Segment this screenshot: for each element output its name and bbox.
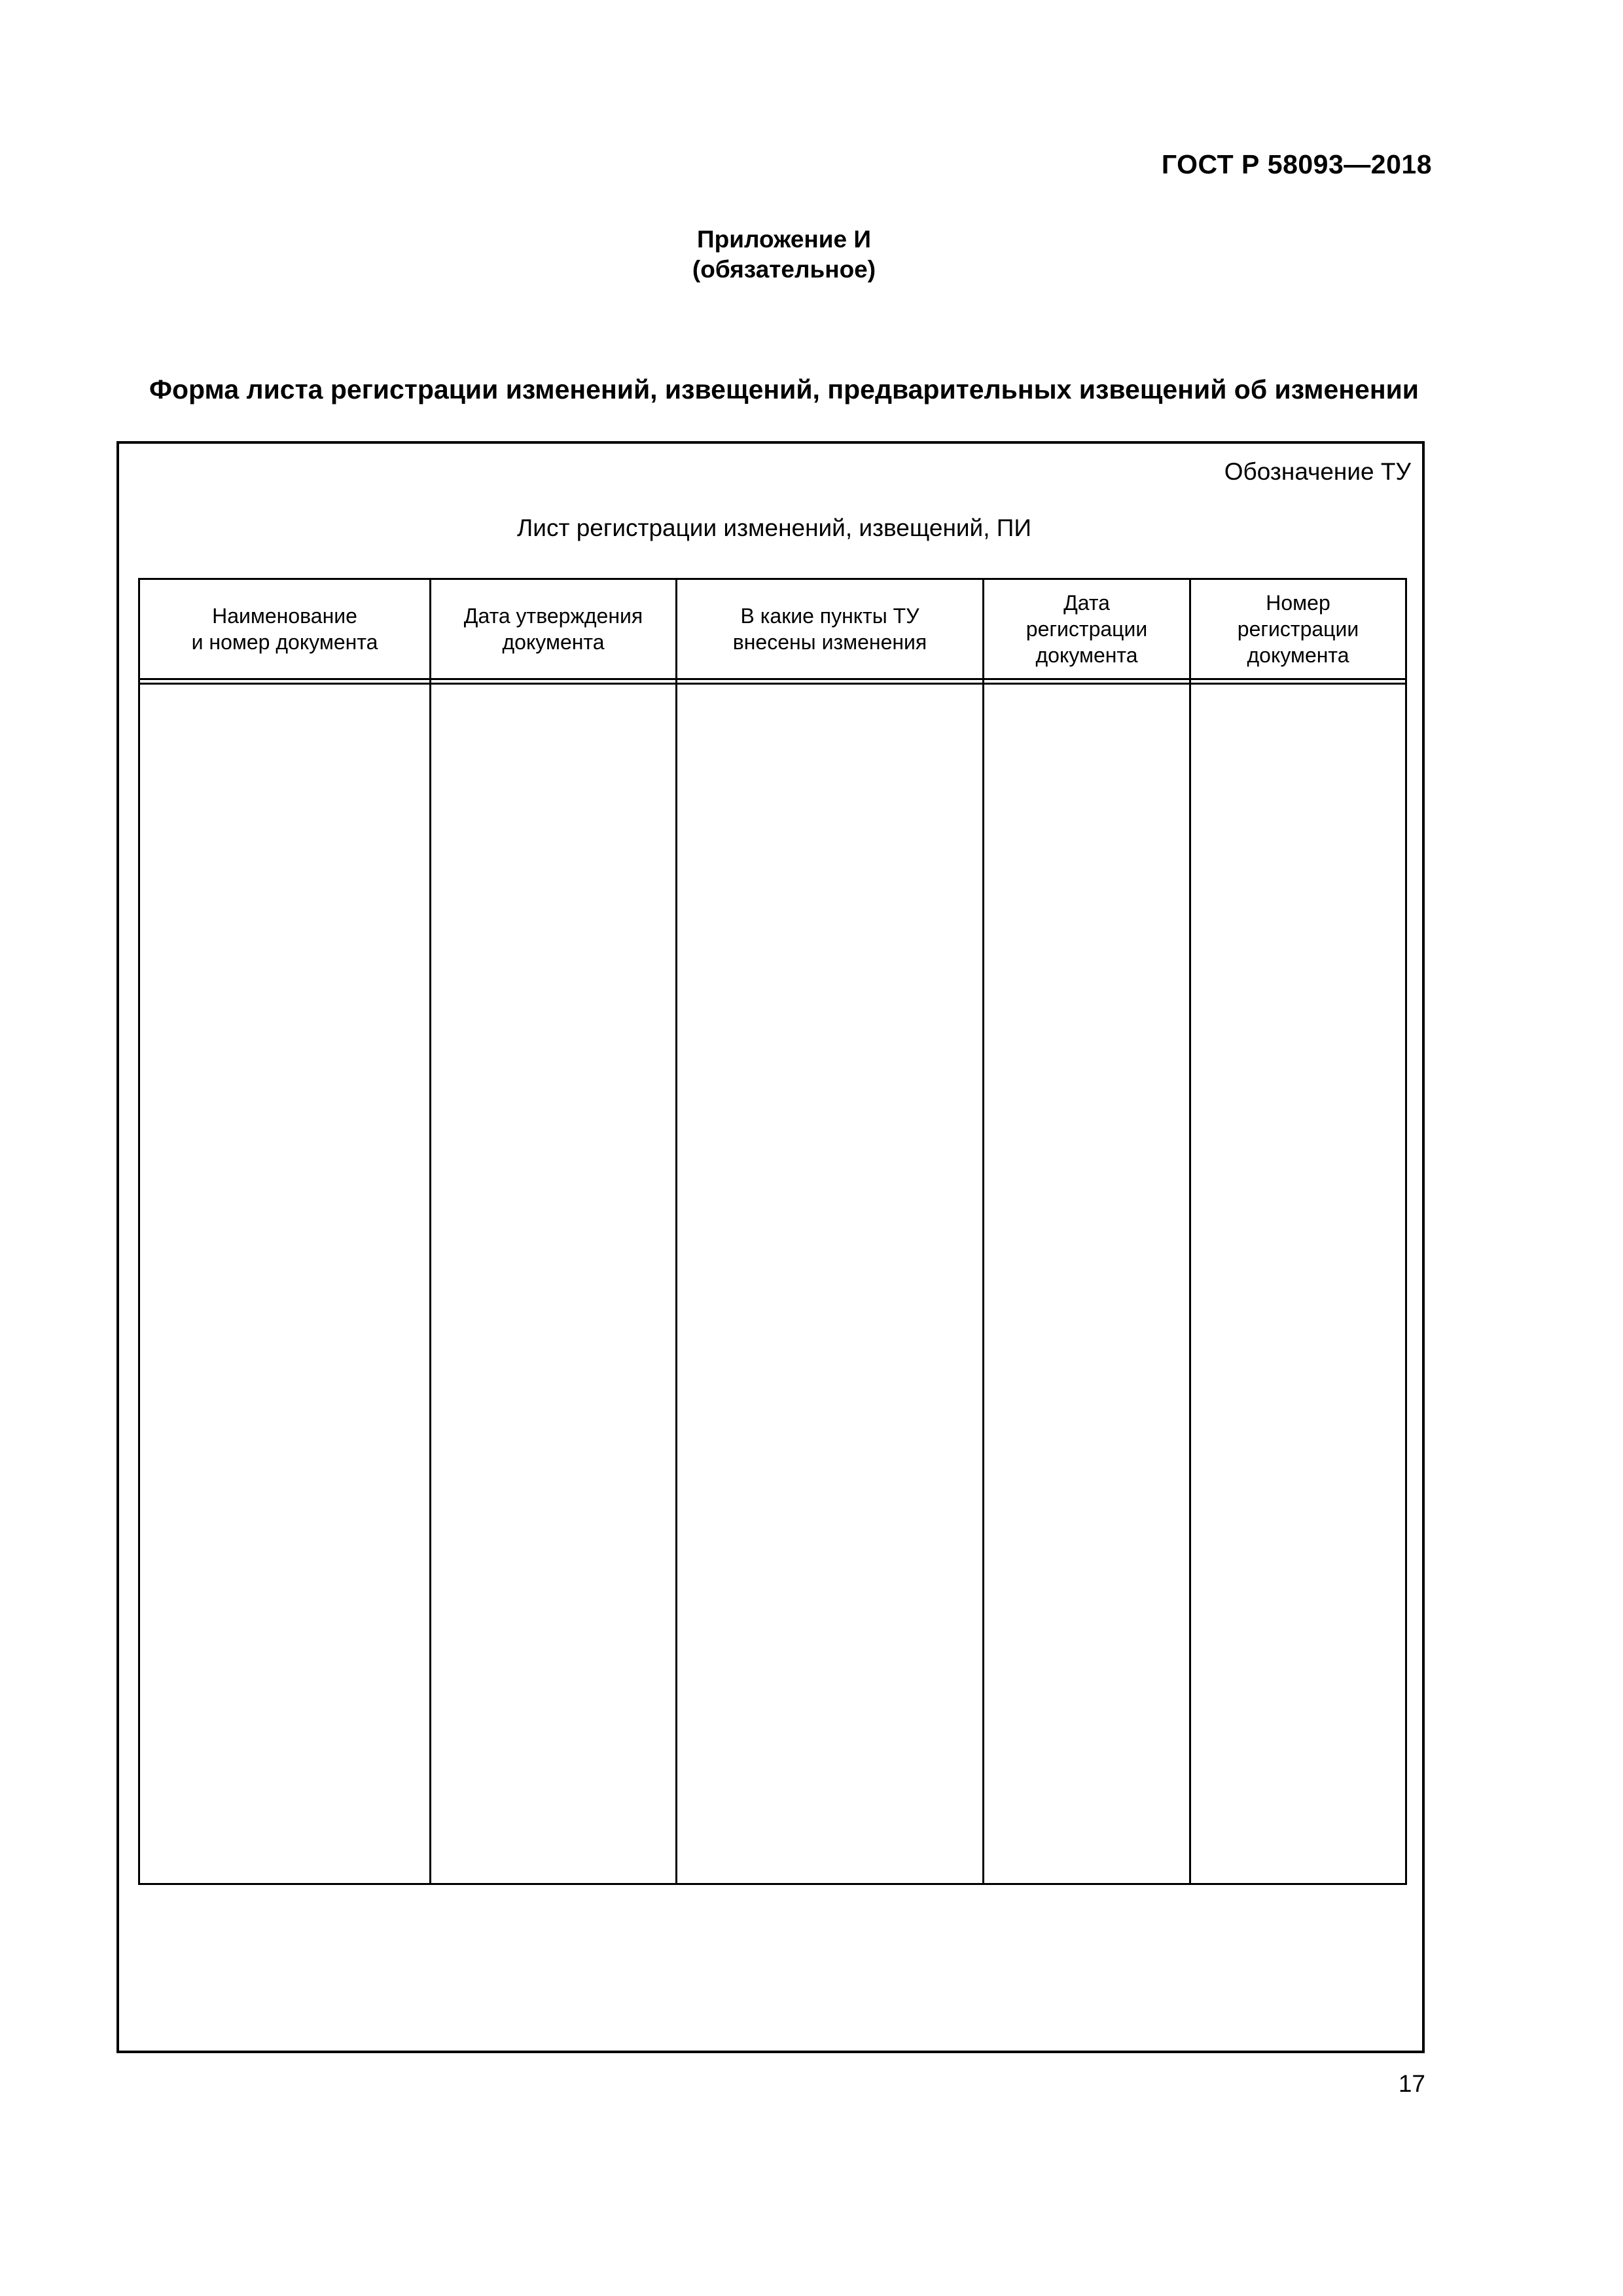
appendix-status: (обязательное)	[692, 256, 876, 283]
header-separator	[140, 683, 1405, 685]
column-header-changed-clauses: В какие пункты ТУ внесены изменения	[732, 604, 927, 654]
column-header-registration-number: Номер регистрации документа	[1237, 591, 1359, 667]
column-divider	[1189, 580, 1191, 1883]
page-number: 17	[1398, 2070, 1425, 2097]
appendix-heading	[0, 224, 1568, 285]
designation-label: Обозначение ТУ	[1224, 458, 1411, 485]
column-header-registration-date: Дата регистрации документа	[1026, 591, 1148, 667]
sheet-title: Лист регистрации изменений, извещений, ПИ	[517, 514, 1031, 541]
column-header-document-name: Наименование и номер документа	[191, 604, 378, 654]
registration-table	[138, 578, 1407, 1885]
document-code: ГОСТ Р 58093—2018	[1161, 149, 1432, 179]
column-divider	[982, 580, 984, 1883]
column-divider	[675, 580, 677, 1883]
column-header-approval-date: Дата утверждения документа	[463, 604, 643, 654]
column-divider	[429, 580, 431, 1883]
header-separator	[140, 678, 1405, 680]
form-title: Форма листа регистрации изменений, извещений, предварительных извещений об изменении	[149, 374, 1419, 404]
appendix-title: Приложение И	[697, 226, 871, 253]
